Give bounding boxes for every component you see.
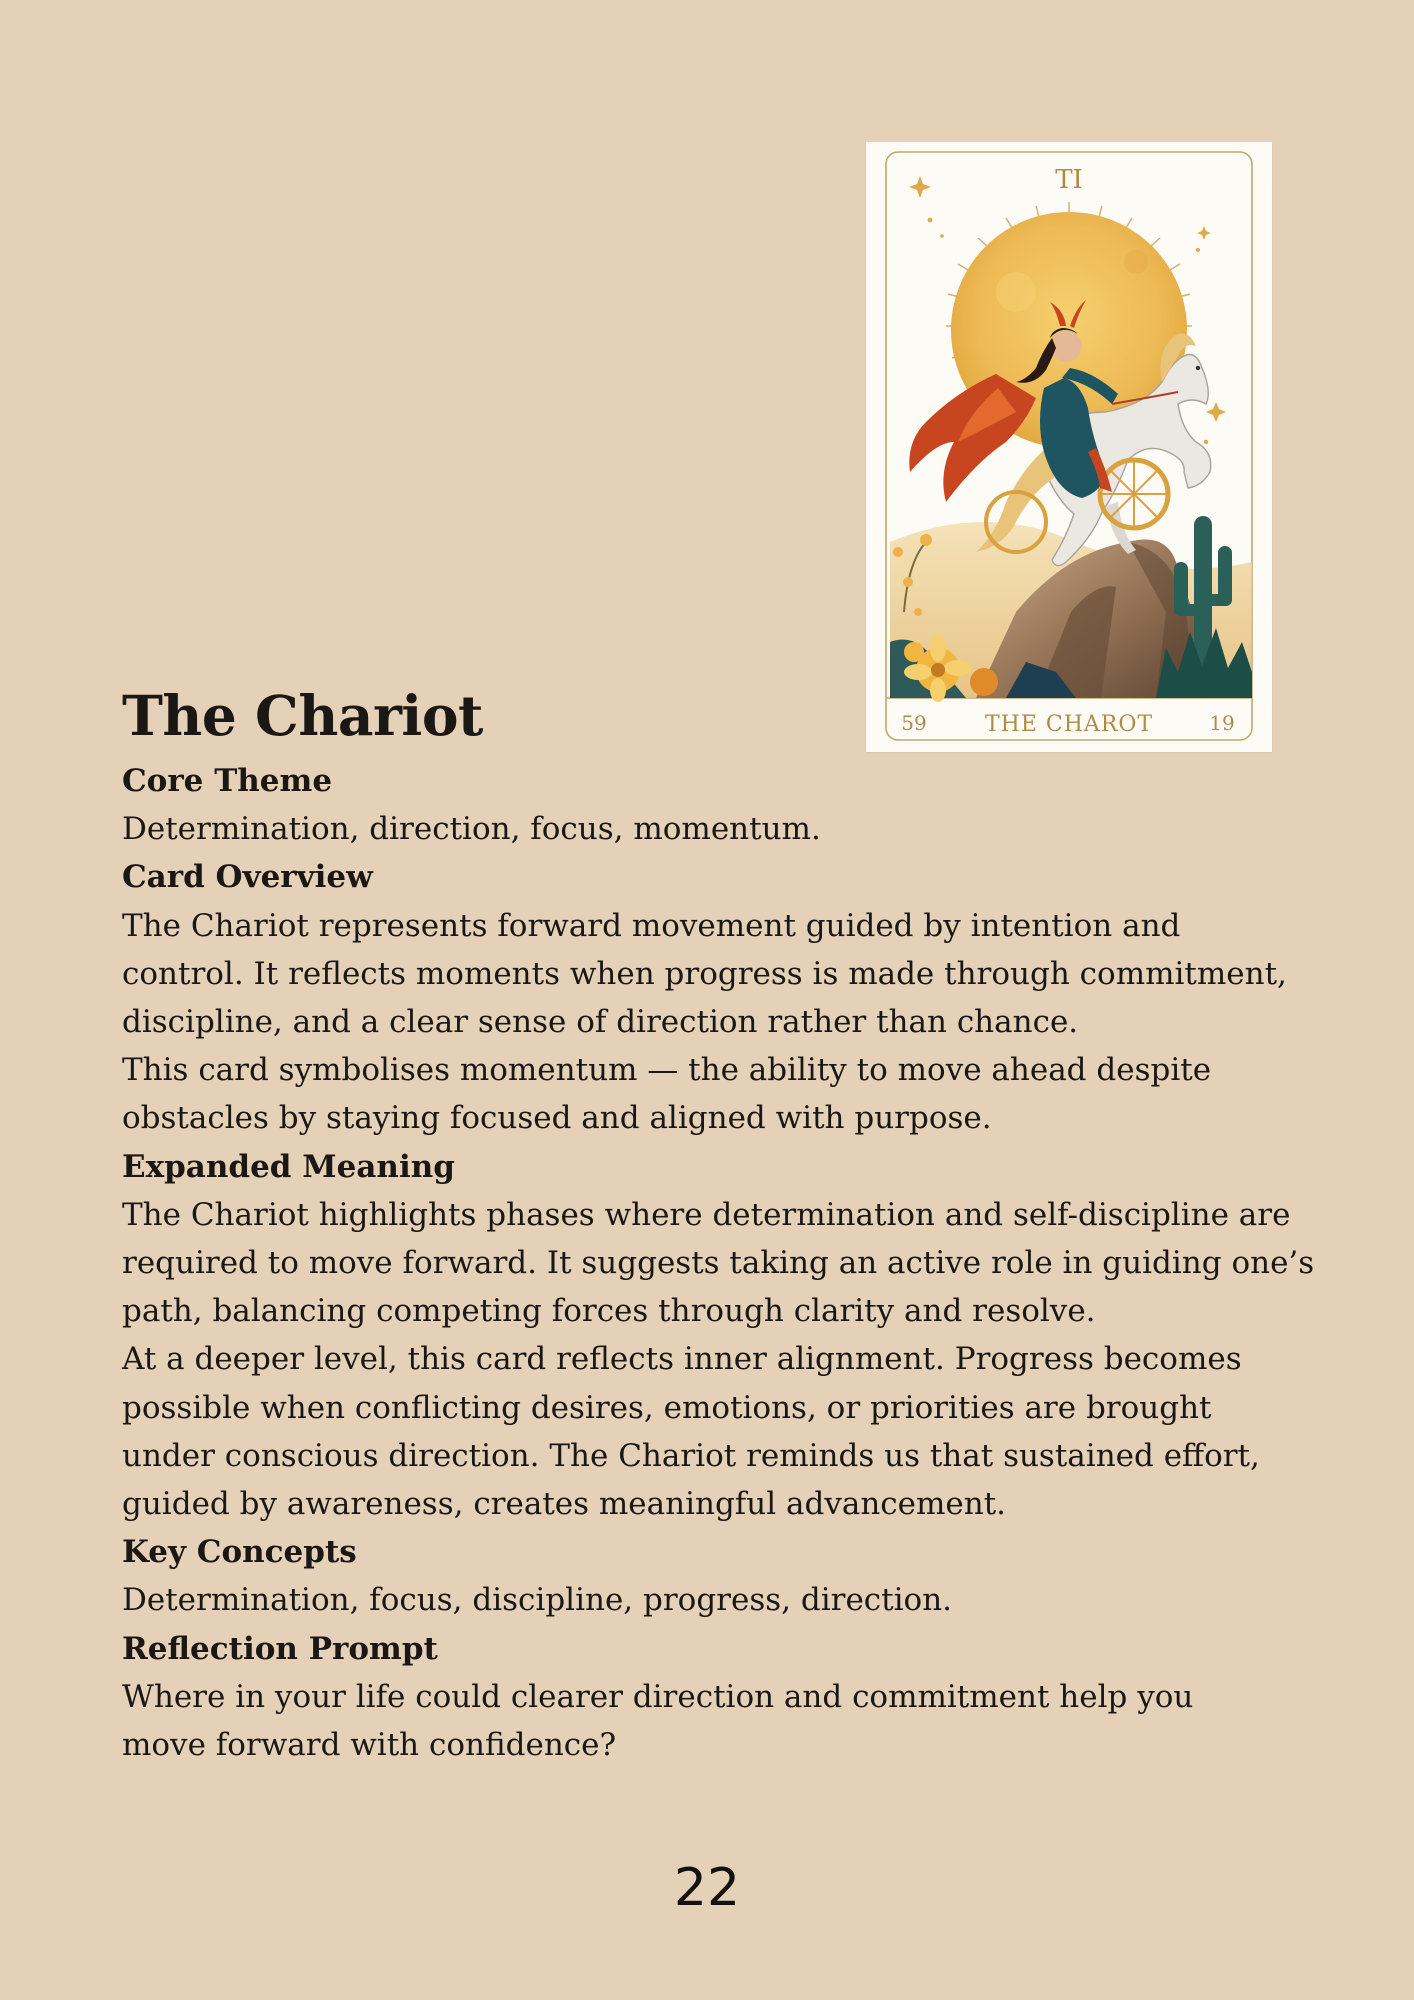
paragraph-line: Where in your life could clearer direction and commitment help you — [122, 1678, 1194, 1715]
section-heading: Core Theme — [122, 763, 333, 799]
paragraph-line: The Chariot highlights phases where determination and self-discipline are — [122, 1196, 1291, 1233]
paragraph-line: obstacles by staying focused and aligned with purpose. — [122, 1100, 992, 1137]
paragraph-line: Determination, focus, discipline, progress, direction. — [122, 1582, 953, 1619]
paragraph-line: At a deeper level, this card reflects inner alignment. Progress becomes — [122, 1341, 1242, 1378]
section-heading: Reflection Prompt — [122, 1630, 438, 1667]
paragraph-line: discipline, and a clear sense of direction rather than chance. — [122, 1004, 1079, 1041]
paragraph-line: required to move forward. It suggests taking an active role in guiding one’s — [122, 1245, 1315, 1282]
page-title: The Chariot — [122, 683, 483, 748]
paragraph-line: Determination, direction, focus, momentum. — [122, 811, 821, 848]
paragraph-line: guided by awareness, creates meaningful advancement. — [122, 1486, 1007, 1523]
card-right-number: 19 — [1209, 711, 1235, 735]
section-heading: Expanded Meaning — [122, 1148, 455, 1185]
card-name: THE CHAROT — [984, 712, 1154, 737]
tarot-card-illustration — [866, 142, 1272, 752]
card-numeral: TI — [1055, 165, 1083, 195]
paragraph-line: This card symbolises momentum — the ability to move ahead despite — [122, 1052, 1212, 1089]
paragraph-line: path, balancing competing forces through clarity and resolve. — [122, 1293, 1096, 1330]
section-heading: Key Concepts — [122, 1534, 357, 1571]
paragraph-line: control. It reflects moments when progress is made through commitment, — [122, 955, 1287, 992]
paragraph-line: The Chariot represents forward movement guided by intention and — [122, 907, 1181, 944]
section-heading: Card Overview — [122, 859, 373, 896]
paragraph-line: under conscious direction. The Chariot reminds us that sustained effort, — [122, 1437, 1260, 1474]
paragraph-line: move forward with confidence? — [122, 1727, 617, 1764]
paragraph-line: possible when conflicting desires, emotions, or priorities are brought — [122, 1389, 1212, 1426]
page-number: 22 — [673, 1858, 741, 1918]
body-text — [122, 757, 1315, 1769]
card-left-number: 59 — [901, 711, 927, 735]
